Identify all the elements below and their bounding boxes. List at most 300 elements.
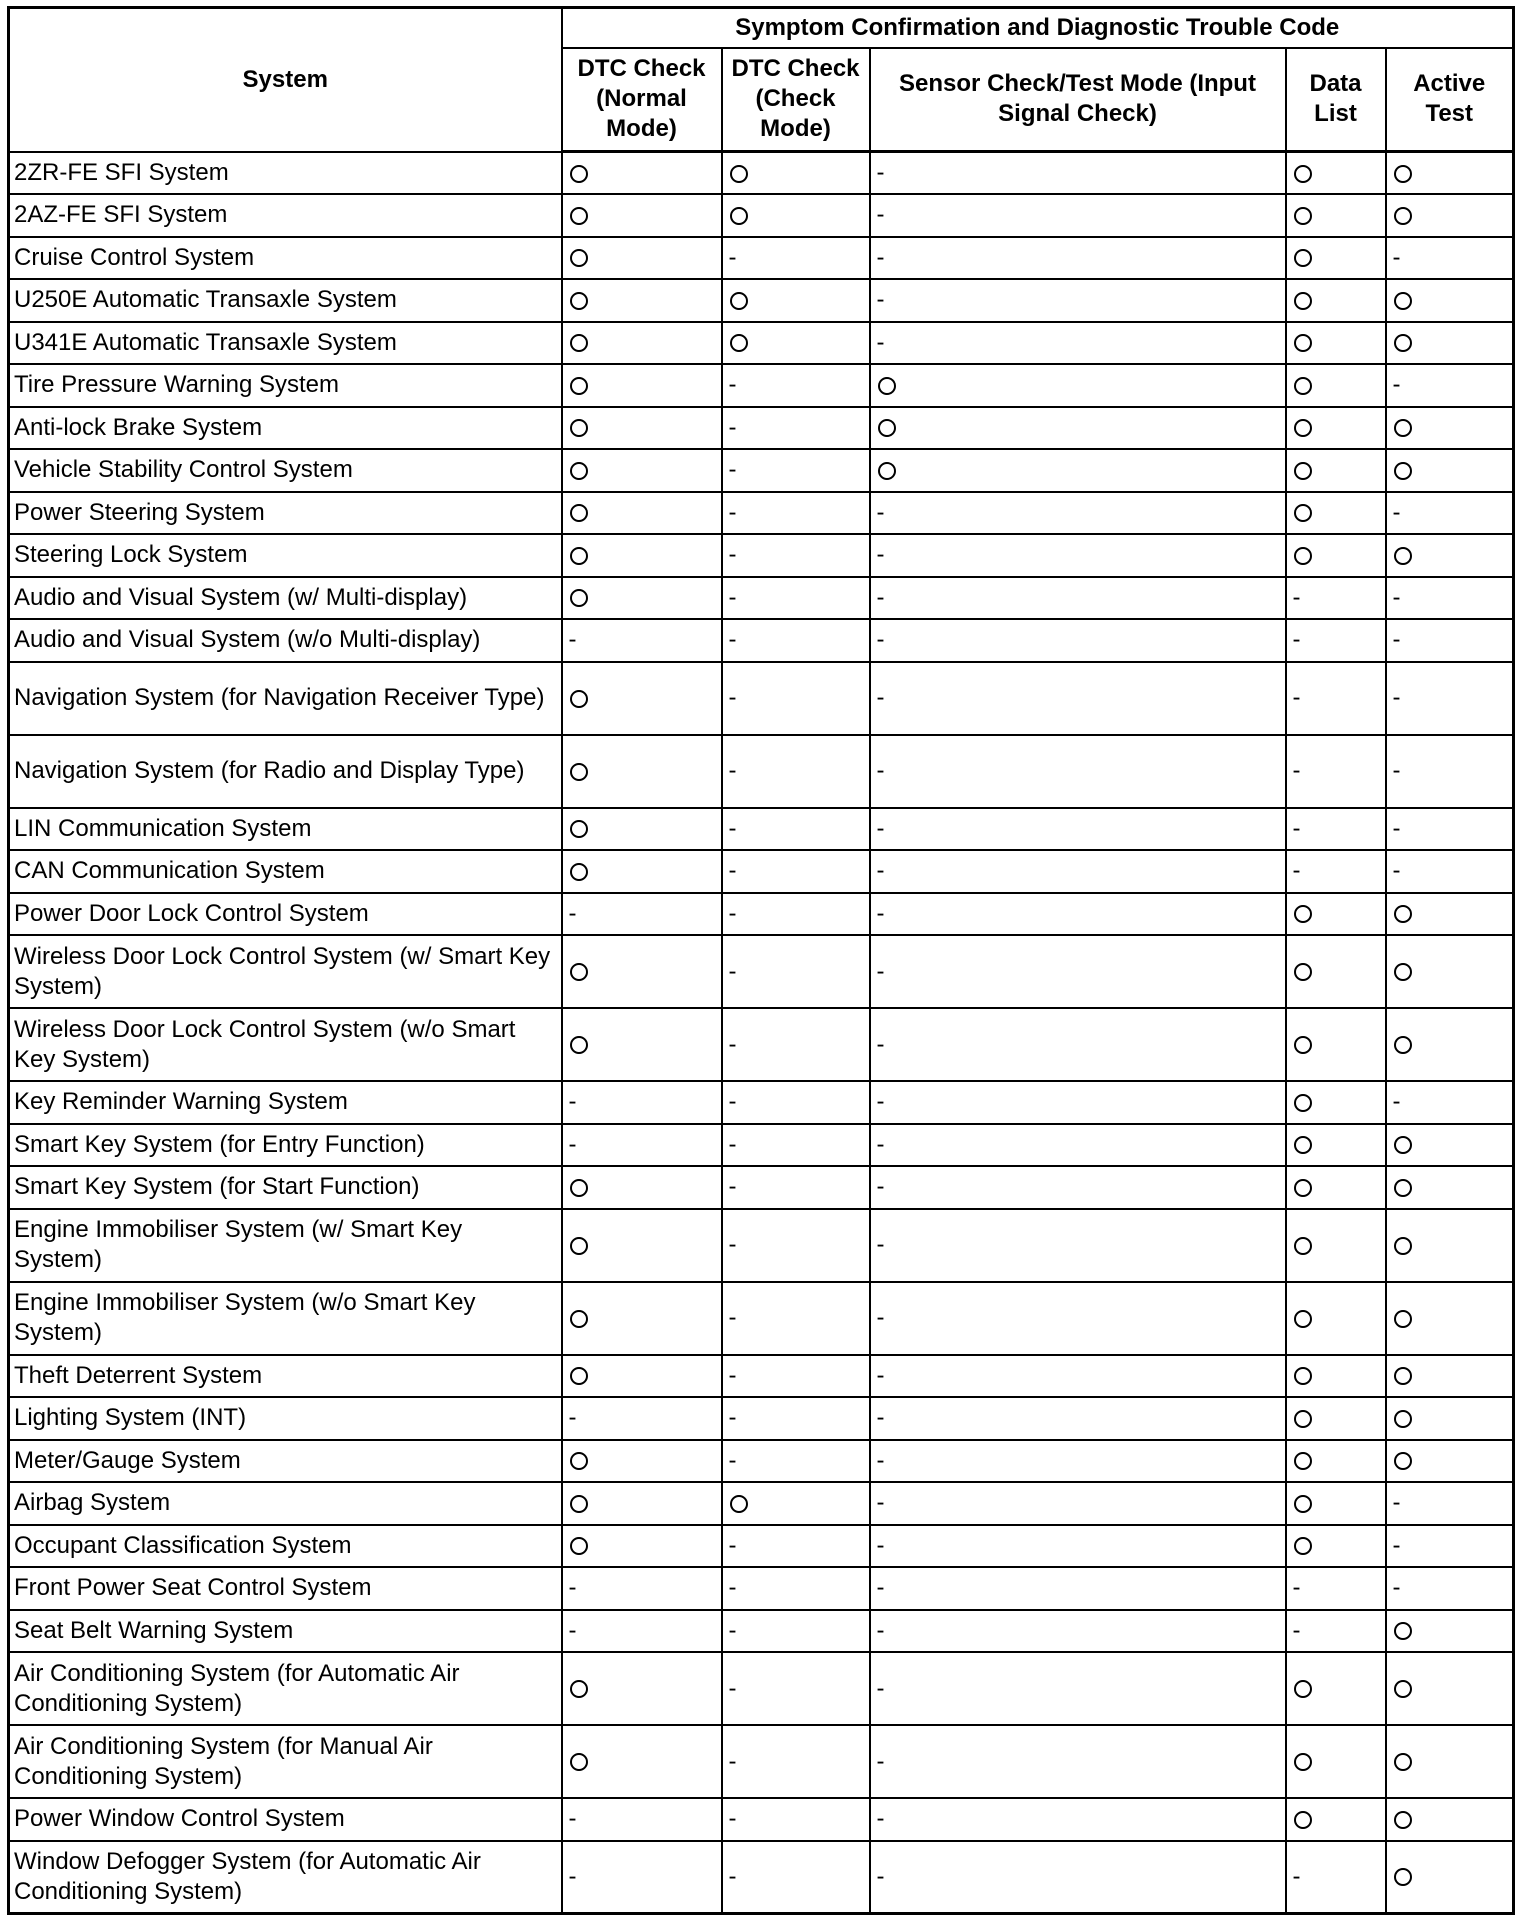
active-test-cell bbox=[1386, 619, 1514, 662]
dash-mark bbox=[727, 1172, 737, 1202]
sensor-check-cell bbox=[870, 279, 1286, 322]
circle-mark-icon bbox=[1291, 285, 1312, 315]
dtc-normal-cell bbox=[562, 1725, 722, 1798]
system-cell: Navigation System (for Navigation Receiver Type) bbox=[9, 662, 562, 735]
circle-mark-icon bbox=[1391, 1674, 1412, 1704]
sensor-check-cell bbox=[870, 449, 1286, 492]
table-body bbox=[9, 152, 1514, 1914]
table-row bbox=[9, 1482, 1514, 1525]
dash-mark bbox=[875, 1303, 885, 1333]
active-test-cell bbox=[1386, 1081, 1514, 1124]
circle-mark-icon bbox=[567, 957, 588, 987]
dtc-check-cell bbox=[722, 808, 870, 851]
active-test-cell bbox=[1386, 1008, 1514, 1081]
circle-mark-icon bbox=[567, 1172, 588, 1202]
system-cell: 2ZR-FE SFI System bbox=[9, 152, 562, 195]
dash-mark bbox=[727, 1030, 737, 1060]
dtc-check-cell bbox=[722, 577, 870, 620]
active-test-cell bbox=[1386, 1652, 1514, 1725]
dtc-normal-cell bbox=[562, 1798, 722, 1841]
dash-mark bbox=[1391, 625, 1401, 655]
dash-mark bbox=[727, 1616, 737, 1646]
circle-mark-icon bbox=[1391, 1030, 1412, 1060]
circle-mark-icon bbox=[567, 455, 588, 485]
dash-mark bbox=[727, 957, 737, 987]
circle-mark-icon bbox=[1291, 1804, 1312, 1834]
dash-mark bbox=[875, 1747, 885, 1777]
table-row bbox=[9, 735, 1514, 808]
dash-mark bbox=[727, 413, 737, 443]
dash-mark bbox=[1291, 1862, 1301, 1892]
dtc-normal-cell bbox=[562, 893, 722, 936]
active-test-cell bbox=[1386, 1610, 1514, 1653]
data-list-cell bbox=[1286, 322, 1386, 365]
dash-mark bbox=[875, 285, 885, 315]
circle-mark-icon bbox=[1391, 200, 1412, 230]
table-row bbox=[9, 1440, 1514, 1483]
active-test-cell bbox=[1386, 935, 1514, 1008]
dash-mark bbox=[727, 370, 737, 400]
dtc-check-cell bbox=[722, 1008, 870, 1081]
circle-mark-icon bbox=[567, 583, 588, 613]
circle-mark-icon bbox=[1391, 1361, 1412, 1391]
dtc-check-cell bbox=[722, 1166, 870, 1209]
dash-mark bbox=[1391, 498, 1401, 528]
table-row bbox=[9, 152, 1514, 195]
system-cell: Steering Lock System bbox=[9, 534, 562, 577]
dash-mark bbox=[875, 158, 885, 188]
data-list-cell bbox=[1286, 662, 1386, 735]
circle-mark-icon bbox=[1391, 455, 1412, 485]
dash-mark bbox=[727, 683, 737, 713]
table-row bbox=[9, 194, 1514, 237]
dash-mark bbox=[875, 1488, 885, 1518]
circle-mark-icon bbox=[1391, 1403, 1412, 1433]
system-cell: Air Conditioning System (for Manual Air Conditioning System) bbox=[9, 1725, 562, 1798]
table-row bbox=[9, 935, 1514, 1008]
table-row bbox=[9, 808, 1514, 851]
sensor-check-cell bbox=[870, 1397, 1286, 1440]
system-cell: Seat Belt Warning System bbox=[9, 1610, 562, 1653]
circle-mark-icon bbox=[875, 413, 896, 443]
sensor-check-cell bbox=[870, 407, 1286, 450]
circle-mark-icon bbox=[1391, 413, 1412, 443]
system-cell: Navigation System (for Radio and Display Type) bbox=[9, 735, 562, 808]
circle-mark-icon bbox=[1291, 899, 1312, 929]
active-test-cell bbox=[1386, 449, 1514, 492]
table-row bbox=[9, 364, 1514, 407]
dash-mark bbox=[1391, 1573, 1401, 1603]
sensor-check-cell bbox=[870, 152, 1286, 195]
sensor-check-cell bbox=[870, 577, 1286, 620]
circle-mark-icon bbox=[1291, 1130, 1312, 1160]
dash-mark bbox=[727, 1747, 737, 1777]
data-list-cell bbox=[1286, 1124, 1386, 1167]
data-list-cell bbox=[1286, 1798, 1386, 1841]
system-cell: Anti-lock Brake System bbox=[9, 407, 562, 450]
data-list-cell bbox=[1286, 1482, 1386, 1525]
system-cell: Theft Deterrent System bbox=[9, 1355, 562, 1398]
circle-mark-icon bbox=[1291, 455, 1312, 485]
dash-mark bbox=[1291, 856, 1301, 886]
table-row bbox=[9, 1841, 1514, 1914]
dash-mark bbox=[1391, 856, 1401, 886]
data-list-cell bbox=[1286, 1166, 1386, 1209]
dtc-normal-cell bbox=[562, 1440, 722, 1483]
table-row bbox=[9, 850, 1514, 893]
dtc-normal-cell bbox=[562, 935, 722, 1008]
dtc-normal-cell bbox=[562, 808, 722, 851]
dtc-check-cell bbox=[722, 935, 870, 1008]
dash-mark bbox=[1391, 1087, 1401, 1117]
circle-mark-icon bbox=[1291, 540, 1312, 570]
system-cell: Key Reminder Warning System bbox=[9, 1081, 562, 1124]
dash-mark bbox=[1291, 1616, 1301, 1646]
data-list-cell bbox=[1286, 194, 1386, 237]
data-list-cell bbox=[1286, 1008, 1386, 1081]
active-test-cell bbox=[1386, 152, 1514, 195]
dash-mark bbox=[875, 1403, 885, 1433]
data-list-cell bbox=[1286, 893, 1386, 936]
dash-mark bbox=[727, 498, 737, 528]
dtc-check-cell bbox=[722, 1725, 870, 1798]
dtc-normal-cell bbox=[562, 1567, 722, 1610]
active-test-cell bbox=[1386, 492, 1514, 535]
dtc-normal-cell bbox=[562, 1008, 722, 1081]
circle-mark-icon bbox=[567, 498, 588, 528]
circle-mark-icon bbox=[1291, 1172, 1312, 1202]
active-test-cell bbox=[1386, 1397, 1514, 1440]
header-active-test: Active Test bbox=[1386, 48, 1514, 152]
dash-mark bbox=[1291, 756, 1301, 786]
dtc-normal-cell bbox=[562, 1841, 722, 1914]
circle-mark-icon bbox=[727, 200, 748, 230]
dash-mark bbox=[875, 540, 885, 570]
circle-mark-icon bbox=[567, 1030, 588, 1060]
dtc-normal-cell bbox=[562, 407, 722, 450]
circle-mark-icon bbox=[567, 285, 588, 315]
system-cell: Audio and Visual System (w/o Multi-display) bbox=[9, 619, 562, 662]
sensor-check-cell bbox=[870, 1610, 1286, 1653]
header-system: System bbox=[9, 8, 562, 152]
active-test-cell bbox=[1386, 1440, 1514, 1483]
data-list-cell bbox=[1286, 534, 1386, 577]
sensor-check-cell bbox=[870, 808, 1286, 851]
circle-mark-icon bbox=[567, 540, 588, 570]
dash-mark bbox=[1391, 243, 1401, 273]
circle-mark-icon bbox=[1291, 498, 1312, 528]
dash-mark bbox=[727, 1087, 737, 1117]
circle-mark-icon bbox=[1391, 1130, 1412, 1160]
circle-mark-icon bbox=[567, 683, 588, 713]
dash-mark bbox=[567, 625, 577, 655]
table-row bbox=[9, 1282, 1514, 1355]
dash-mark bbox=[875, 856, 885, 886]
active-test-cell bbox=[1386, 1124, 1514, 1167]
dtc-check-cell bbox=[722, 1081, 870, 1124]
sensor-check-cell bbox=[870, 735, 1286, 808]
circle-mark-icon bbox=[1291, 328, 1312, 358]
active-test-cell bbox=[1386, 735, 1514, 808]
dash-mark bbox=[567, 1616, 577, 1646]
dtc-normal-cell bbox=[562, 1081, 722, 1124]
dash-mark bbox=[727, 625, 737, 655]
active-test-cell bbox=[1386, 1798, 1514, 1841]
active-test-cell bbox=[1386, 534, 1514, 577]
circle-mark-icon bbox=[1291, 1747, 1312, 1777]
data-list-cell bbox=[1286, 1841, 1386, 1914]
circle-mark-icon bbox=[1291, 1087, 1312, 1117]
circle-mark-icon bbox=[1391, 540, 1412, 570]
circle-mark-icon bbox=[875, 455, 896, 485]
sensor-check-cell bbox=[870, 322, 1286, 365]
circle-mark-icon bbox=[567, 1531, 588, 1561]
dtc-check-cell bbox=[722, 1798, 870, 1841]
system-cell: Meter/Gauge System bbox=[9, 1440, 562, 1483]
data-list-cell bbox=[1286, 1397, 1386, 1440]
system-cell: Power Door Lock Control System bbox=[9, 893, 562, 936]
dash-mark bbox=[727, 756, 737, 786]
dash-mark bbox=[875, 583, 885, 613]
circle-mark-icon bbox=[1391, 285, 1412, 315]
dash-mark bbox=[567, 1130, 577, 1160]
dash-mark bbox=[875, 683, 885, 713]
system-cell: Air Conditioning System (for Automatic Air Conditioning System) bbox=[9, 1652, 562, 1725]
dtc-normal-cell bbox=[562, 619, 722, 662]
dtc-normal-cell bbox=[562, 534, 722, 577]
sensor-check-cell bbox=[870, 935, 1286, 1008]
active-test-cell bbox=[1386, 1567, 1514, 1610]
dash-mark bbox=[727, 1403, 737, 1433]
active-test-cell bbox=[1386, 364, 1514, 407]
data-list-cell bbox=[1286, 808, 1386, 851]
dtc-check-cell bbox=[722, 194, 870, 237]
system-cell: Smart Key System (for Entry Function) bbox=[9, 1124, 562, 1167]
dtc-normal-cell bbox=[562, 1166, 722, 1209]
circle-mark-icon bbox=[727, 328, 748, 358]
header-data-list: Data List bbox=[1286, 48, 1386, 152]
table-row bbox=[9, 1610, 1514, 1653]
table-row bbox=[9, 619, 1514, 662]
sensor-check-cell bbox=[870, 1008, 1286, 1081]
dtc-check-cell bbox=[722, 1567, 870, 1610]
sensor-check-cell bbox=[870, 364, 1286, 407]
dash-mark bbox=[567, 1087, 577, 1117]
circle-mark-icon bbox=[1391, 957, 1412, 987]
dash-mark bbox=[727, 814, 737, 844]
dash-mark bbox=[727, 1804, 737, 1834]
system-cell: Power Steering System bbox=[9, 492, 562, 535]
sensor-check-cell bbox=[870, 1209, 1286, 1282]
table-row bbox=[9, 237, 1514, 280]
table-row bbox=[9, 1166, 1514, 1209]
table-row bbox=[9, 1525, 1514, 1568]
dash-mark bbox=[1391, 1531, 1401, 1561]
table-row bbox=[9, 662, 1514, 735]
dtc-check-cell bbox=[722, 1355, 870, 1398]
data-list-cell bbox=[1286, 279, 1386, 322]
table-row bbox=[9, 322, 1514, 365]
circle-mark-icon bbox=[1291, 200, 1312, 230]
dtc-normal-cell bbox=[562, 1610, 722, 1653]
system-cell: U250E Automatic Transaxle System bbox=[9, 279, 562, 322]
circle-mark-icon bbox=[1291, 1674, 1312, 1704]
dtc-normal-cell bbox=[562, 1282, 722, 1355]
dash-mark bbox=[1391, 583, 1401, 613]
dash-mark bbox=[875, 328, 885, 358]
table-row bbox=[9, 1798, 1514, 1841]
sensor-check-cell bbox=[870, 1567, 1286, 1610]
dash-mark bbox=[727, 1573, 737, 1603]
dash-mark bbox=[727, 856, 737, 886]
dtc-check-cell bbox=[722, 1397, 870, 1440]
circle-mark-icon bbox=[567, 1361, 588, 1391]
dash-mark bbox=[1391, 1488, 1401, 1518]
sensor-check-cell bbox=[870, 662, 1286, 735]
system-cell: Occupant Classification System bbox=[9, 1525, 562, 1568]
data-list-cell bbox=[1286, 1209, 1386, 1282]
table-row bbox=[9, 492, 1514, 535]
active-test-cell bbox=[1386, 279, 1514, 322]
sensor-check-cell bbox=[870, 1798, 1286, 1841]
dash-mark bbox=[727, 583, 737, 613]
dtc-check-cell bbox=[722, 364, 870, 407]
header-group: Symptom Confirmation and Diagnostic Trouble Code bbox=[562, 8, 1514, 48]
sensor-check-cell bbox=[870, 1841, 1286, 1914]
table-row bbox=[9, 1652, 1514, 1725]
dtc-check-cell bbox=[722, 1482, 870, 1525]
dash-mark bbox=[875, 756, 885, 786]
dtc-normal-cell bbox=[562, 364, 722, 407]
circle-mark-icon bbox=[727, 158, 748, 188]
data-list-cell bbox=[1286, 152, 1386, 195]
dtc-normal-cell bbox=[562, 1525, 722, 1568]
dtc-check-cell bbox=[722, 1841, 870, 1914]
dash-mark bbox=[875, 814, 885, 844]
table-row bbox=[9, 1124, 1514, 1167]
dash-mark bbox=[875, 1230, 885, 1260]
active-test-cell bbox=[1386, 1525, 1514, 1568]
dtc-check-cell bbox=[722, 1525, 870, 1568]
dash-mark bbox=[727, 1361, 737, 1391]
table-row bbox=[9, 1397, 1514, 1440]
active-test-cell bbox=[1386, 1841, 1514, 1914]
active-test-cell bbox=[1386, 1209, 1514, 1282]
circle-mark-icon bbox=[1391, 899, 1412, 929]
table-row bbox=[9, 407, 1514, 450]
data-list-cell bbox=[1286, 1282, 1386, 1355]
system-cell: Power Window Control System bbox=[9, 1798, 562, 1841]
circle-mark-icon bbox=[1391, 1862, 1412, 1892]
dash-mark bbox=[875, 1862, 885, 1892]
circle-mark-icon bbox=[1291, 413, 1312, 443]
circle-mark-icon bbox=[567, 200, 588, 230]
circle-mark-icon bbox=[1391, 328, 1412, 358]
active-test-cell bbox=[1386, 577, 1514, 620]
dtc-normal-cell bbox=[562, 449, 722, 492]
active-test-cell bbox=[1386, 850, 1514, 893]
circle-mark-icon bbox=[1291, 243, 1312, 273]
dash-mark bbox=[727, 1531, 737, 1561]
dash-mark bbox=[875, 498, 885, 528]
dash-mark bbox=[727, 1862, 737, 1892]
header-dtc-check: DTC Check (Check Mode) bbox=[722, 48, 870, 152]
data-list-cell bbox=[1286, 1440, 1386, 1483]
circle-mark-icon bbox=[567, 856, 588, 886]
dtc-normal-cell bbox=[562, 735, 722, 808]
dash-mark bbox=[727, 243, 737, 273]
dtc-check-cell bbox=[722, 152, 870, 195]
dtc-normal-cell bbox=[562, 279, 722, 322]
sensor-check-cell bbox=[870, 1282, 1286, 1355]
dtc-normal-cell bbox=[562, 662, 722, 735]
system-cell: Lighting System (INT) bbox=[9, 1397, 562, 1440]
data-list-cell bbox=[1286, 1610, 1386, 1653]
dash-mark bbox=[875, 899, 885, 929]
header-sensor-check: Sensor Check/Test Mode (Input Signal Check) bbox=[870, 48, 1286, 152]
dash-mark bbox=[1291, 625, 1301, 655]
dtc-check-cell bbox=[722, 735, 870, 808]
system-cell: Front Power Seat Control System bbox=[9, 1567, 562, 1610]
circle-mark-icon bbox=[727, 285, 748, 315]
dtc-check-cell bbox=[722, 1440, 870, 1483]
circle-mark-icon bbox=[1291, 957, 1312, 987]
sensor-check-cell bbox=[870, 237, 1286, 280]
system-cell: 2AZ-FE SFI System bbox=[9, 194, 562, 237]
table-row bbox=[9, 577, 1514, 620]
dash-mark bbox=[1291, 683, 1301, 713]
dtc-normal-cell bbox=[562, 577, 722, 620]
dash-mark bbox=[727, 1130, 737, 1160]
system-cell: Engine Immobiliser System (w/o Smart Key System) bbox=[9, 1282, 562, 1355]
sensor-check-cell bbox=[870, 1440, 1286, 1483]
dash-mark bbox=[875, 1172, 885, 1202]
circle-mark-icon bbox=[875, 370, 896, 400]
dtc-check-cell bbox=[722, 1282, 870, 1355]
dash-mark bbox=[875, 957, 885, 987]
active-test-cell bbox=[1386, 407, 1514, 450]
circle-mark-icon bbox=[1291, 1361, 1312, 1391]
dash-mark bbox=[875, 1531, 885, 1561]
dtc-normal-cell bbox=[562, 1355, 722, 1398]
dtc-check-cell bbox=[722, 1209, 870, 1282]
data-list-cell bbox=[1286, 935, 1386, 1008]
system-cell: Airbag System bbox=[9, 1482, 562, 1525]
dtc-normal-cell bbox=[562, 492, 722, 535]
dash-mark bbox=[1291, 814, 1301, 844]
circle-mark-icon bbox=[1291, 1230, 1312, 1260]
circle-mark-icon bbox=[1391, 158, 1412, 188]
dtc-check-cell bbox=[722, 1124, 870, 1167]
sensor-check-cell bbox=[870, 619, 1286, 662]
active-test-cell bbox=[1386, 237, 1514, 280]
dtc-normal-cell bbox=[562, 194, 722, 237]
dash-mark bbox=[875, 1130, 885, 1160]
circle-mark-icon bbox=[1291, 1488, 1312, 1518]
circle-mark-icon bbox=[1391, 1230, 1412, 1260]
circle-mark-icon bbox=[1291, 1446, 1312, 1476]
table-row bbox=[9, 279, 1514, 322]
data-list-cell bbox=[1286, 449, 1386, 492]
system-cell: CAN Communication System bbox=[9, 850, 562, 893]
dtc-check-cell bbox=[722, 850, 870, 893]
table-row bbox=[9, 534, 1514, 577]
dtc-check-cell bbox=[722, 237, 870, 280]
dash-mark bbox=[875, 1573, 885, 1603]
data-list-cell bbox=[1286, 1652, 1386, 1725]
header-dtc-normal: DTC Check (Normal Mode) bbox=[562, 48, 722, 152]
table-row bbox=[9, 1081, 1514, 1124]
